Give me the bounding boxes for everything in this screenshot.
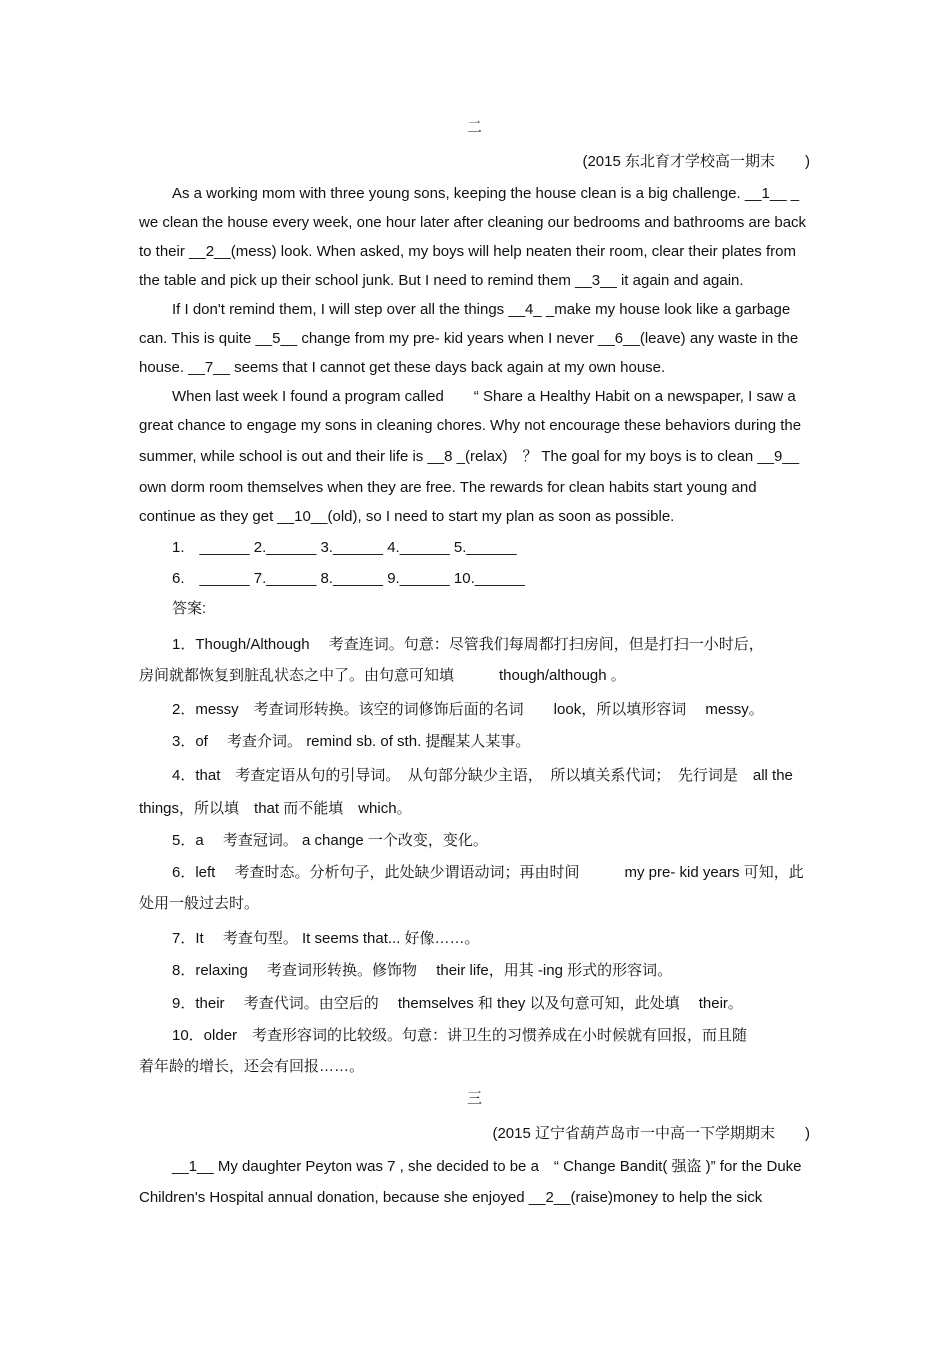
answer-line: 处用一般过去时。 bbox=[139, 895, 260, 912]
passage-2-line: summer, while school is out and their life is __8 _(relax) ？ The goal for my boys is to clean __9__ bbox=[139, 448, 800, 465]
answer-line: things，所以填 that 而不能填 which。 bbox=[139, 800, 412, 817]
passage-3-line: Children's Hospital annual donation, because she enjoyed __2__(raise)money to help the sick bbox=[139, 1189, 763, 1206]
answer-line: 8．relaxing 考查词形转换。修饰物 their life，用其 -ing 形式的形容词。 bbox=[172, 962, 673, 979]
section-3-number: 三 bbox=[466, 1090, 482, 1107]
answer-line: 1．Though/Although 考查连词。句意：尽管我们每周都打扫房间，但是打扫一小时后， bbox=[172, 636, 764, 653]
answer-line: 9．their 考查代词。由空后的 themselves 和 they 以及句意可知，此处填 their。 bbox=[172, 995, 743, 1012]
passage-3-line: __1__ My daughter Peyton was 7 , she decided to be a “ Change Bandit( 强盗 )” for the Duke bbox=[172, 1158, 802, 1175]
section-2-number: 二 bbox=[466, 119, 482, 136]
section-3-source: (2015 辽宁省葫芦岛市一中高一下学期期末 ) bbox=[492, 1125, 810, 1142]
blank-answer-row: 1. ______ 2.______ 3.______ 4.______ 5.______ bbox=[172, 539, 517, 556]
passage-2-line: continue as they get __10__(old), so I need to start my plan as soon as possible. bbox=[139, 508, 675, 525]
answer-line: 6．left 考查时态。分析句子，此处缺少谓语动词；再由时间 my pre- kid years 可知，此 bbox=[172, 864, 804, 881]
answer-line: 3．of 考查介词。 remind sb. of sth. 提醒某人某事。 bbox=[172, 733, 531, 750]
section-2-source: (2015 东北育才学校高一期末 ) bbox=[582, 153, 810, 170]
passage-2-line: If I don't remind them, I will step over all the things __4_ _make my house look like a garbage bbox=[172, 301, 791, 318]
passage-2-line: can. This is quite __5__ change from my pre- kid years when I never __6__(leave) any waste in the bbox=[139, 330, 799, 347]
answer-line: 5．a 考查冠词。 a change 一个改变，变化。 bbox=[172, 832, 488, 849]
passage-2-line: As a working mom with three young sons, keeping the house clean is a big challenge. __1__ _ bbox=[172, 185, 800, 202]
answer-line: 2．messy 考查词形转换。该空的词修饰后面的名词 look，所以填形容词 messy。 bbox=[172, 701, 764, 718]
passage-2-line: we clean the house every week, one hour later after cleaning our bedrooms and bathrooms are back bbox=[139, 214, 807, 231]
answer-line: 房间就都恢复到脏乱状态之中了。由句意可知填 though/although 。 bbox=[139, 667, 626, 684]
passage-2-line: When last week I found a program called “ Share a Healthy Habit on a newspaper, I saw a bbox=[172, 388, 796, 405]
passage-2-line: own dorm room themselves when they are free. The rewards for clean habits start young and bbox=[139, 479, 757, 496]
answer-line: 7．It 考查句型。 It seems that... 好像……。 bbox=[172, 930, 480, 947]
answer-line: 10．older 考查形容词的比较级。句意：讲卫生的习惯养成在小时候就有回报，而且随 bbox=[172, 1027, 748, 1044]
answer-heading: 答案: bbox=[172, 600, 207, 617]
answer-line: 4．that 考查定语从句的引导词。 从句部分缺少主语， 所以填关系代词； 先行词是 all the bbox=[172, 767, 793, 784]
blank-answer-row: 6. ______ 7.______ 8.______ 9.______ 10.______ bbox=[172, 570, 525, 587]
answer-line: 着年龄的增长，还会有回报……。 bbox=[139, 1058, 365, 1075]
passage-2-line: the table and pick up their school junk. But I need to remind them __3__ it again and again. bbox=[139, 272, 744, 289]
passage-2-line: house. __7__ seems that I cannot get these days back again at my own house. bbox=[139, 359, 666, 376]
passage-2-line: great chance to engage my sons in cleaning chores. Why not encourage these behaviors during the bbox=[139, 417, 802, 434]
passage-2-line: to their __2__(mess) look. When asked, my boys will help neaten their room, clear their plates from bbox=[139, 243, 796, 260]
